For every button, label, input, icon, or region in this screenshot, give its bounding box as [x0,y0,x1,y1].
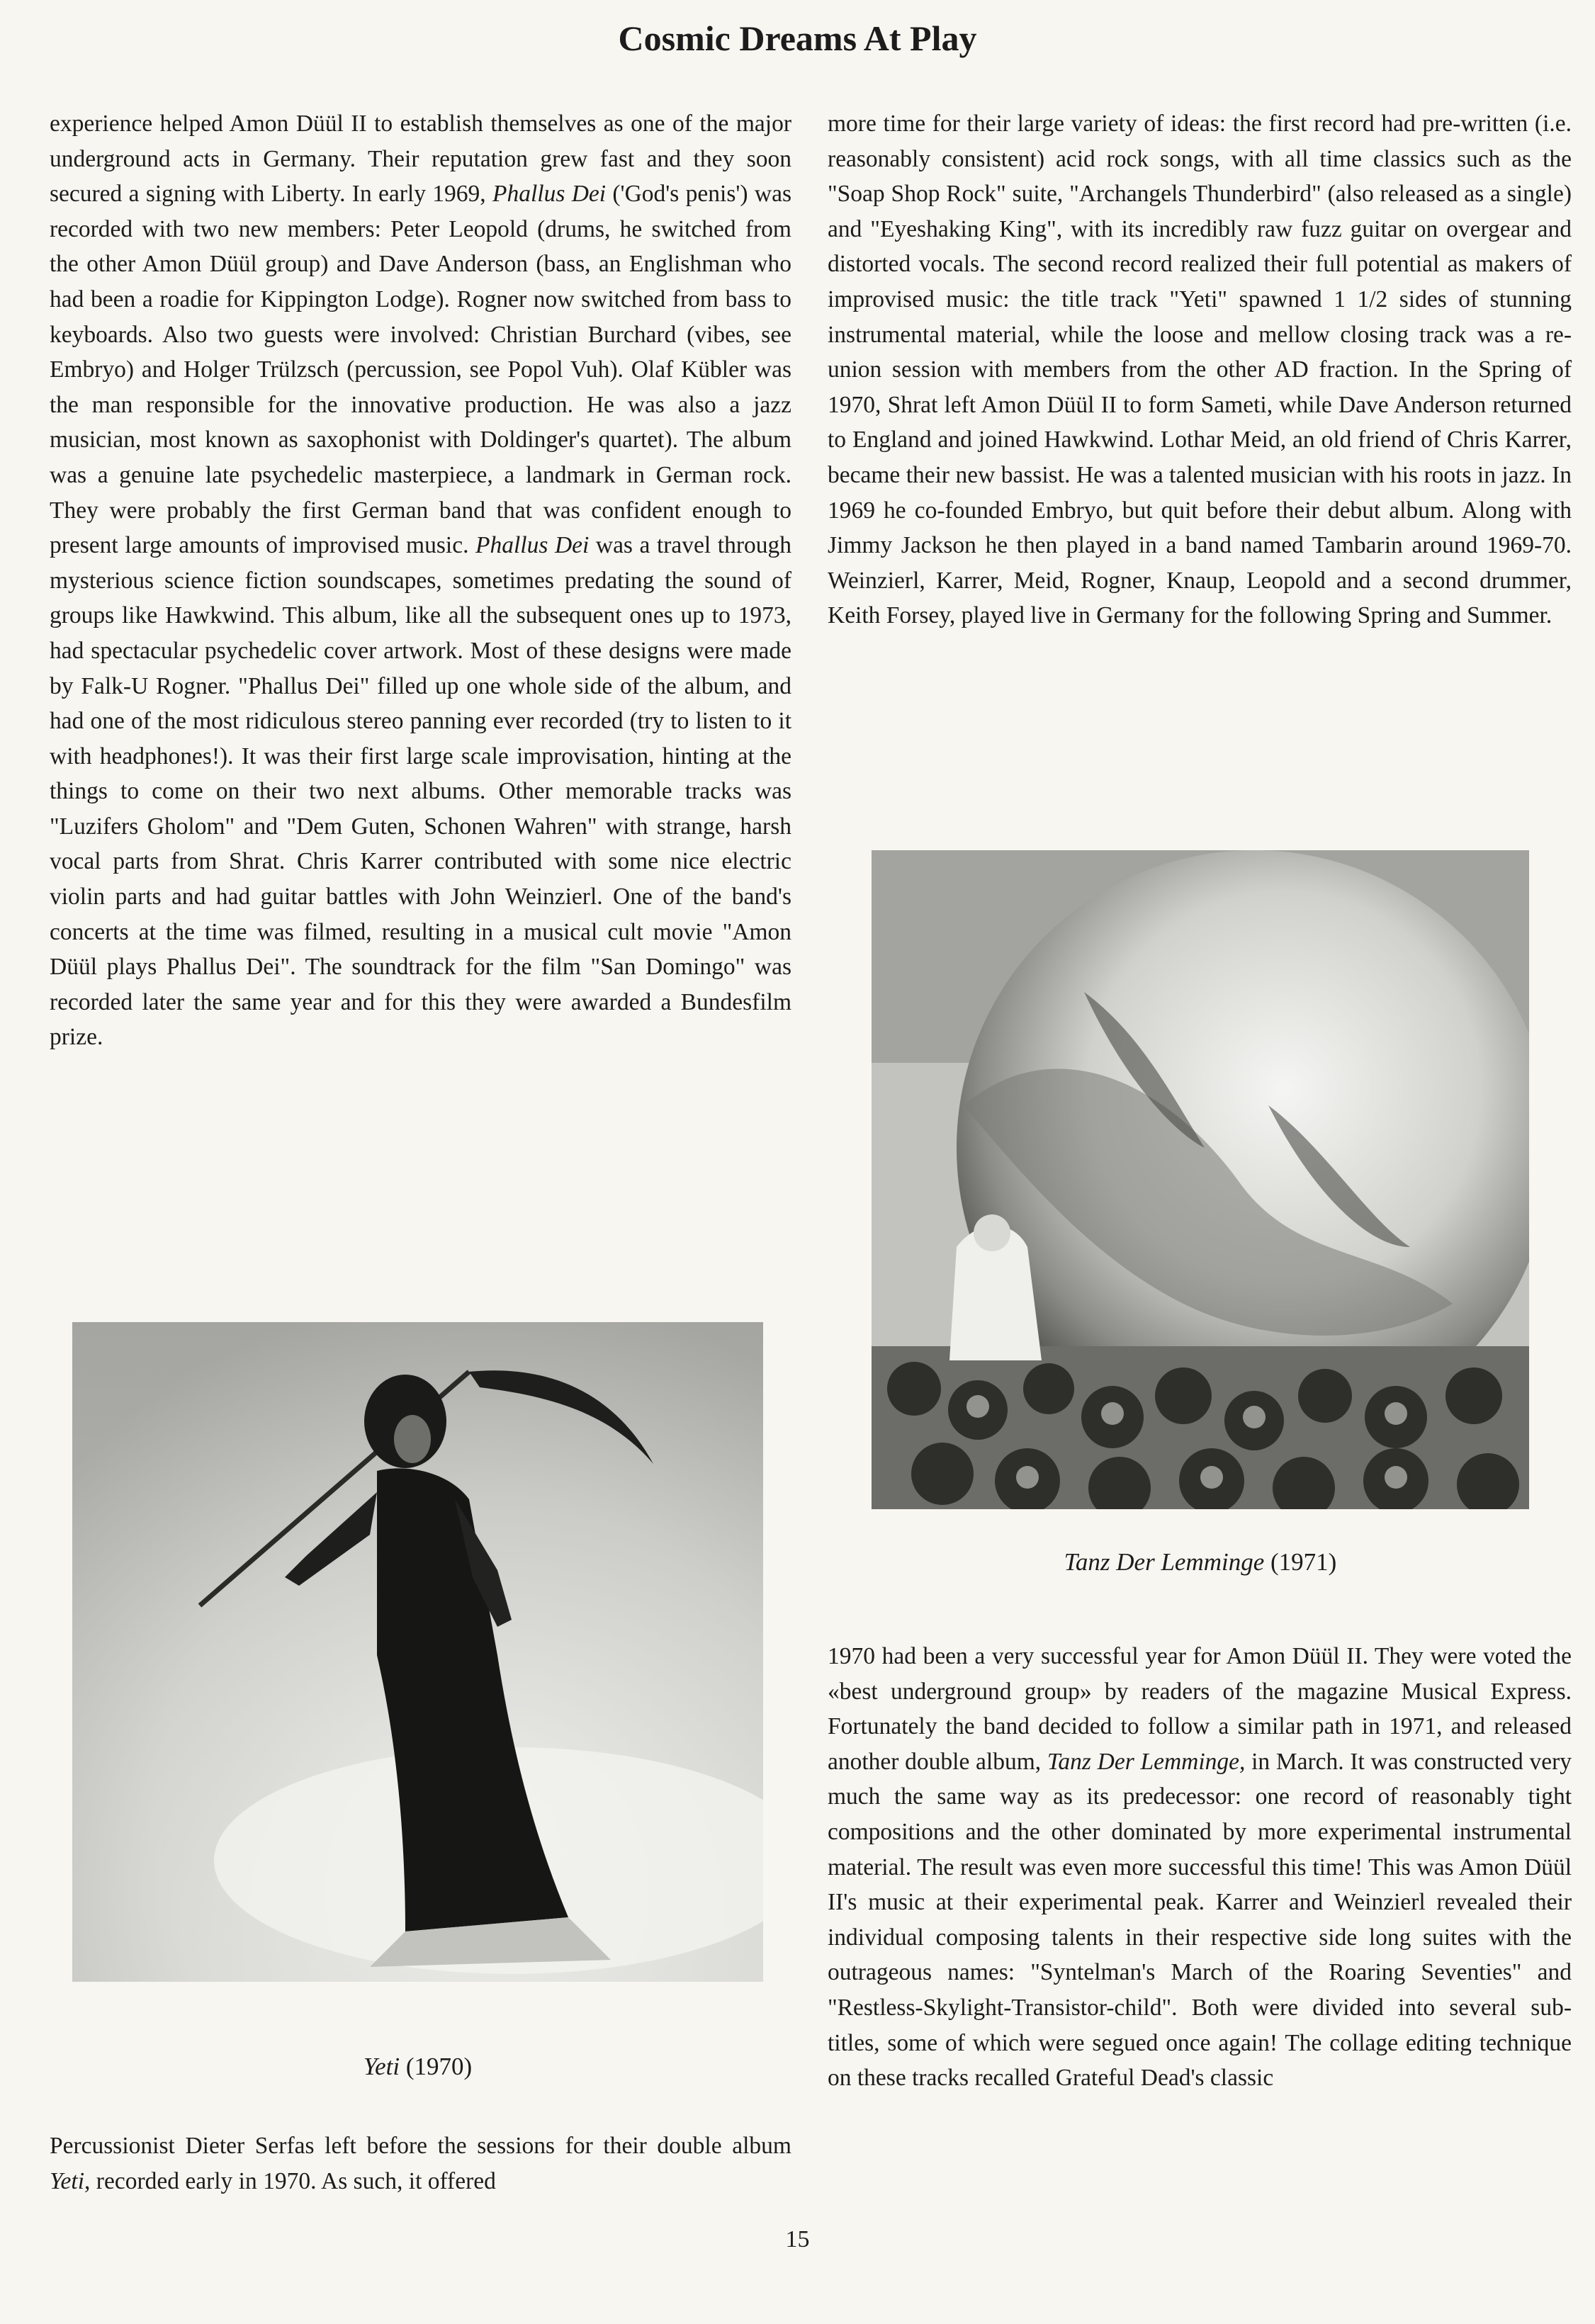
album-title-tanz-der-lemminge: Tanz Der Lemminge, [1047,1748,1246,1775]
album-title-phallus-dei-2: Phallus Dei [475,532,590,559]
album-title-yeti: Yeti [50,2167,85,2194]
tanz-caption-year: (1971) [1264,1548,1337,1576]
yeti-cover-artwork [72,1322,763,1982]
col1-paragraph-2 [50,2128,791,2199]
tanz-caption-title: Tanz Der Lemminge [1064,1548,1265,1576]
col1-p1-text-a: experience helped Amon Düül II to establish themselves as one of the major underground acts in Germany. Their reputation grew fast and they soon secured a signing with Liberty. In early 1969, [50,111,791,208]
yeti-caption-year: (1970) [400,2053,473,2080]
col1-p2-text-a: Percussionist Dieter Serfas left before the sessions for their double album [50,2133,791,2159]
yeti-caption [72,2049,763,2085]
tanz-der-lemminge-cover-artwork [872,850,1529,1509]
col1-p2-text-c: , recorded early in 1970. As such, it offered [84,2167,496,2194]
col1-p1-text-e: was a travel through mysterious science fiction soundscapes, sometimes predating the sound of groups like Hawkwind. This album, like all the subsequent ones up to 1973, had spectacular psychedelic cover artwork. Most of these designs were made by Falk-U Rogner. "Phallus Dei" filled up one whole side of the album, and had one of the most ridiculous stereo panning ever recorded (try to listen to it with headphones!). It was their first large scale improvisation, hinting at the things to come on their two next albums. Other memorable tracks was "Luzifers Gholom" and "Dem Guten, Schonen Wahren" with strange, harsh vocal parts from Shrat. Chris Karrer contributed with some nice electric violin parts and had guitar battles with John Weinzierl. One of the band's concerts at the time was filmed, resulting in a musical cult movie "Amon Düül plays Phallus Dei". The soundtrack for the film "San Domingo" was recorded later the same year and for this they were awarded a Bundesfilm prize. [50,532,791,1051]
col1-paragraph-1 [50,106,791,1055]
page-title: Cosmic Dreams At Play [618,18,977,58]
tanz-der-lemminge-caption [872,1545,1529,1580]
album-title-phallus-dei: Phallus Dei [492,181,607,208]
col1-p1-text-c: ('God's penis') was recorded with two new members: Peter Leopold (drums, he switched from the other Amon Düül group) and Dave Anderson (bass, an Englishman who had been a roadie for Kippington Lodge). Rogner now switched from bass to keyboards. Also two guests were involved: Christian Burchard (vibes, see Embryo) and Holger Trülzsch (percussion, see Popol Vuh). Olaf Kübler was the man responsible for the innovative production. He was also a jazz musician, most known as saxophonist with Doldinger's quartet). The album was a genuine late psychedelic masterpiece, a landmark in German rock. They were probably the first German band that was confident enough to present large amounts of improvised music. [50,181,791,559]
col2-p2-text-a: 1970 had been a very successful year for Amon Düül II. They were voted the «best underground group» by readers of the magazine Musical Express. Fortunately the band decided to follow a similar path in 1971, and released another double album, [828,1643,1572,1775]
col2-paragraph-2 [828,1639,1572,2096]
page-number: 15 [785,2226,810,2252]
col2-paragraph-1: more time for their large variety of ideas: the first record had pre-written (i.e. reasonably consistent) acid rock songs, with all time classics such as the "Soap Shop Rock" suite, "Archangels Thunderbird" (also released as a single) and "Eyeshaking King", with its incredibly raw fuzz guitar on overgear and distorted vocals. The second record realized their full potential as makers of improvised music: the title track "Yeti" spawned 1 1/2 sides of stunning instrumental material, while the loose and mellow closing track was a re-union session with members from the other AD fraction. In the Spring of 1970, Shrat left Amon Düül II to form Sameti, while Dave Anderson returned to England and joined Hawkwind. Lothar Meid, an old friend of Chris Karrer, became their new bassist. He was a talented musician with his roots in jazz. In 1969 he co-founded Embryo, but quit before their debut album. Along with Jimmy Jackson he then played in a band named Tambarin around 1969-70. Weinzierl, Karrer, Meid, Rogner, Knaup, Leopold and a second drummer, Keith Forsey, played live in Germany for the following Spring and Summer. [828,111,1572,629]
yeti-caption-title: Yeti [363,2053,400,2080]
col2-p2-text-c: in March. It was constructed very much the same way as its predecessor: one record of reasonably tight compositions and the other dominated by more experimental instrumental material. The result was even more successful this time! This was Amon Düül II's music at their experimental peak. Karrer and Weinzierl revealed their individual composing talents in their respective side long suites with the outrageous names: "Syntelman's March of the Roaring Seventies" and "Restless-Skylight-Transistor-child". Both were divided into several sub-titles, some of which were segued once again! The collage editing technique on these tracks recalled Grateful Dead's classic [828,1748,1572,2092]
tanz-der-lemminge-album-cover [872,850,1529,1509]
yeti-album-cover [72,1322,763,1982]
